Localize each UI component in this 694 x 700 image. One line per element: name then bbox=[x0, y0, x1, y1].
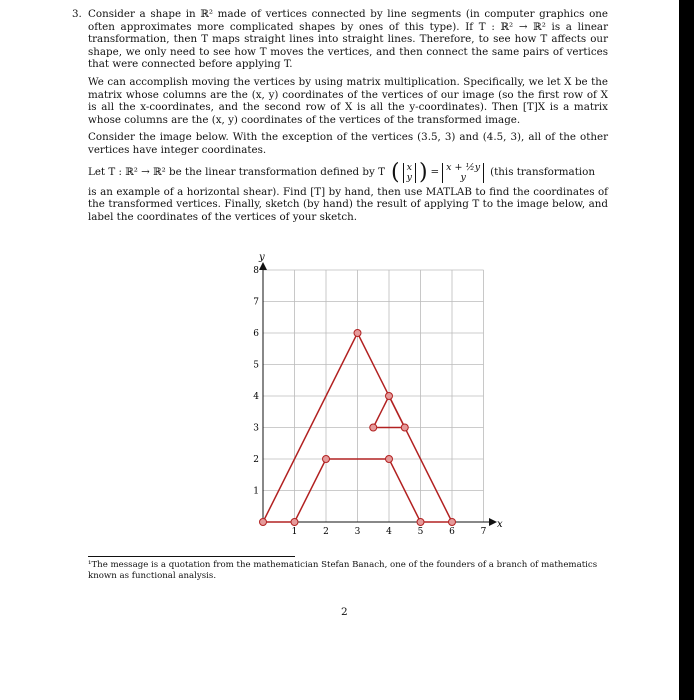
problem-text bbox=[72, 8, 608, 228]
out-top: x + ½y bbox=[446, 161, 481, 173]
problem-number: 3. bbox=[72, 8, 82, 20]
shape-vertex bbox=[370, 424, 377, 431]
para3-text: Consider the image below. With the exception of the vertices (3.5, 3) and (4.5, 3), all of the other vertices have integer coordinates. bbox=[88, 131, 608, 156]
paragraph-image bbox=[88, 131, 608, 156]
shape-vertex bbox=[449, 519, 456, 526]
footnote-rule bbox=[88, 556, 295, 557]
y-tick-label: 3 bbox=[253, 423, 259, 434]
shape-vertex bbox=[386, 456, 393, 463]
shape-vertex bbox=[260, 519, 267, 526]
input-vector bbox=[403, 163, 416, 183]
paragraph-matrix bbox=[88, 76, 608, 126]
y-tick-label: 8 bbox=[253, 266, 259, 276]
vec-y: y bbox=[406, 171, 412, 183]
y-tick-label: 4 bbox=[253, 392, 259, 402]
equals-sign: = bbox=[430, 166, 440, 179]
para4-text: is an example of a horizontal shear). Find [T] by hand, then use MATLAB to find the coordinates of the transformed vertices. Finally, sketch (by hand) the result of applying T to the image below, and label the coordinates of the vertices of your sketch. bbox=[88, 185, 608, 223]
y-tick-label: 5 bbox=[253, 360, 259, 371]
para1-text: Consider a shape in ℝ² made of vertices connected by line segments (in computer graphics one often approximates more complicated shapes by ones of this type). If T : ℝ² → ℝ² is a linear transformation, then T maps straight lines into straight lines. Therefore, to see how T affects our shape, we only need to see how T moves the vertices, and then connect the same pairs of vertices that were connected before applying T. bbox=[88, 8, 608, 71]
shape-vertex bbox=[354, 330, 361, 337]
y-tick-label: 6 bbox=[253, 329, 259, 339]
paragraph-task bbox=[88, 186, 608, 224]
shape-vertex bbox=[291, 519, 298, 526]
window-edge bbox=[679, 0, 694, 700]
transformation-formula bbox=[390, 159, 484, 185]
shape-vertex bbox=[401, 424, 408, 431]
y-tick-label: 2 bbox=[253, 455, 259, 465]
shape-vertex bbox=[386, 393, 393, 400]
transformation-definition bbox=[88, 159, 608, 185]
paragraph-intro bbox=[72, 8, 608, 71]
out-bottom: y bbox=[460, 171, 466, 183]
grid-lines bbox=[263, 270, 484, 522]
output-vector bbox=[442, 163, 484, 183]
x-axis-label: x bbox=[497, 519, 503, 530]
x-tick-label: 6 bbox=[449, 527, 455, 537]
page-number: 2 bbox=[341, 606, 348, 618]
x-tick-label: 2 bbox=[323, 527, 329, 537]
vec-x: x bbox=[406, 161, 412, 173]
x-tick-label: 4 bbox=[386, 527, 392, 537]
shape-vertex bbox=[323, 456, 330, 463]
coordinate-graph bbox=[205, 250, 505, 550]
let-prefix: Let T : ℝ² → ℝ² be the linear transformation defined by T bbox=[88, 166, 385, 179]
shape-vertex bbox=[417, 519, 424, 526]
y-axis-label: y bbox=[259, 252, 265, 263]
shape-edge bbox=[373, 396, 389, 428]
footnote: ¹The message is a quotation from the mathematician Stefan Banach, one of the founders of a branch of mathematics known as functional analysis. bbox=[88, 560, 598, 581]
let-suffix: (this transformation bbox=[490, 166, 595, 179]
x-tick-label: 7 bbox=[480, 527, 487, 537]
y-tick-label: 1 bbox=[253, 486, 259, 497]
y-tick-label: 7 bbox=[253, 297, 259, 308]
x-tick-label: 5 bbox=[417, 527, 424, 537]
shape-edge bbox=[389, 396, 405, 428]
para2-text: We can accomplish moving the vertices by using matrix multiplication. Specifically, we let X be the matrix whose columns are the (x, y) coordinates of the vertices of our image (so the first row of X is all the x-coordinates, and the second row of X is all the y-coordinates). Then [T]X is a matrix whose columns are the (x, y) coordinates of the vertices of the transformed image. bbox=[88, 75, 608, 126]
left-paren: ( bbox=[390, 159, 400, 185]
x-tick-label: 3 bbox=[354, 527, 361, 537]
right-paren: ) bbox=[418, 159, 428, 185]
x-tick-label: 1 bbox=[291, 527, 298, 537]
